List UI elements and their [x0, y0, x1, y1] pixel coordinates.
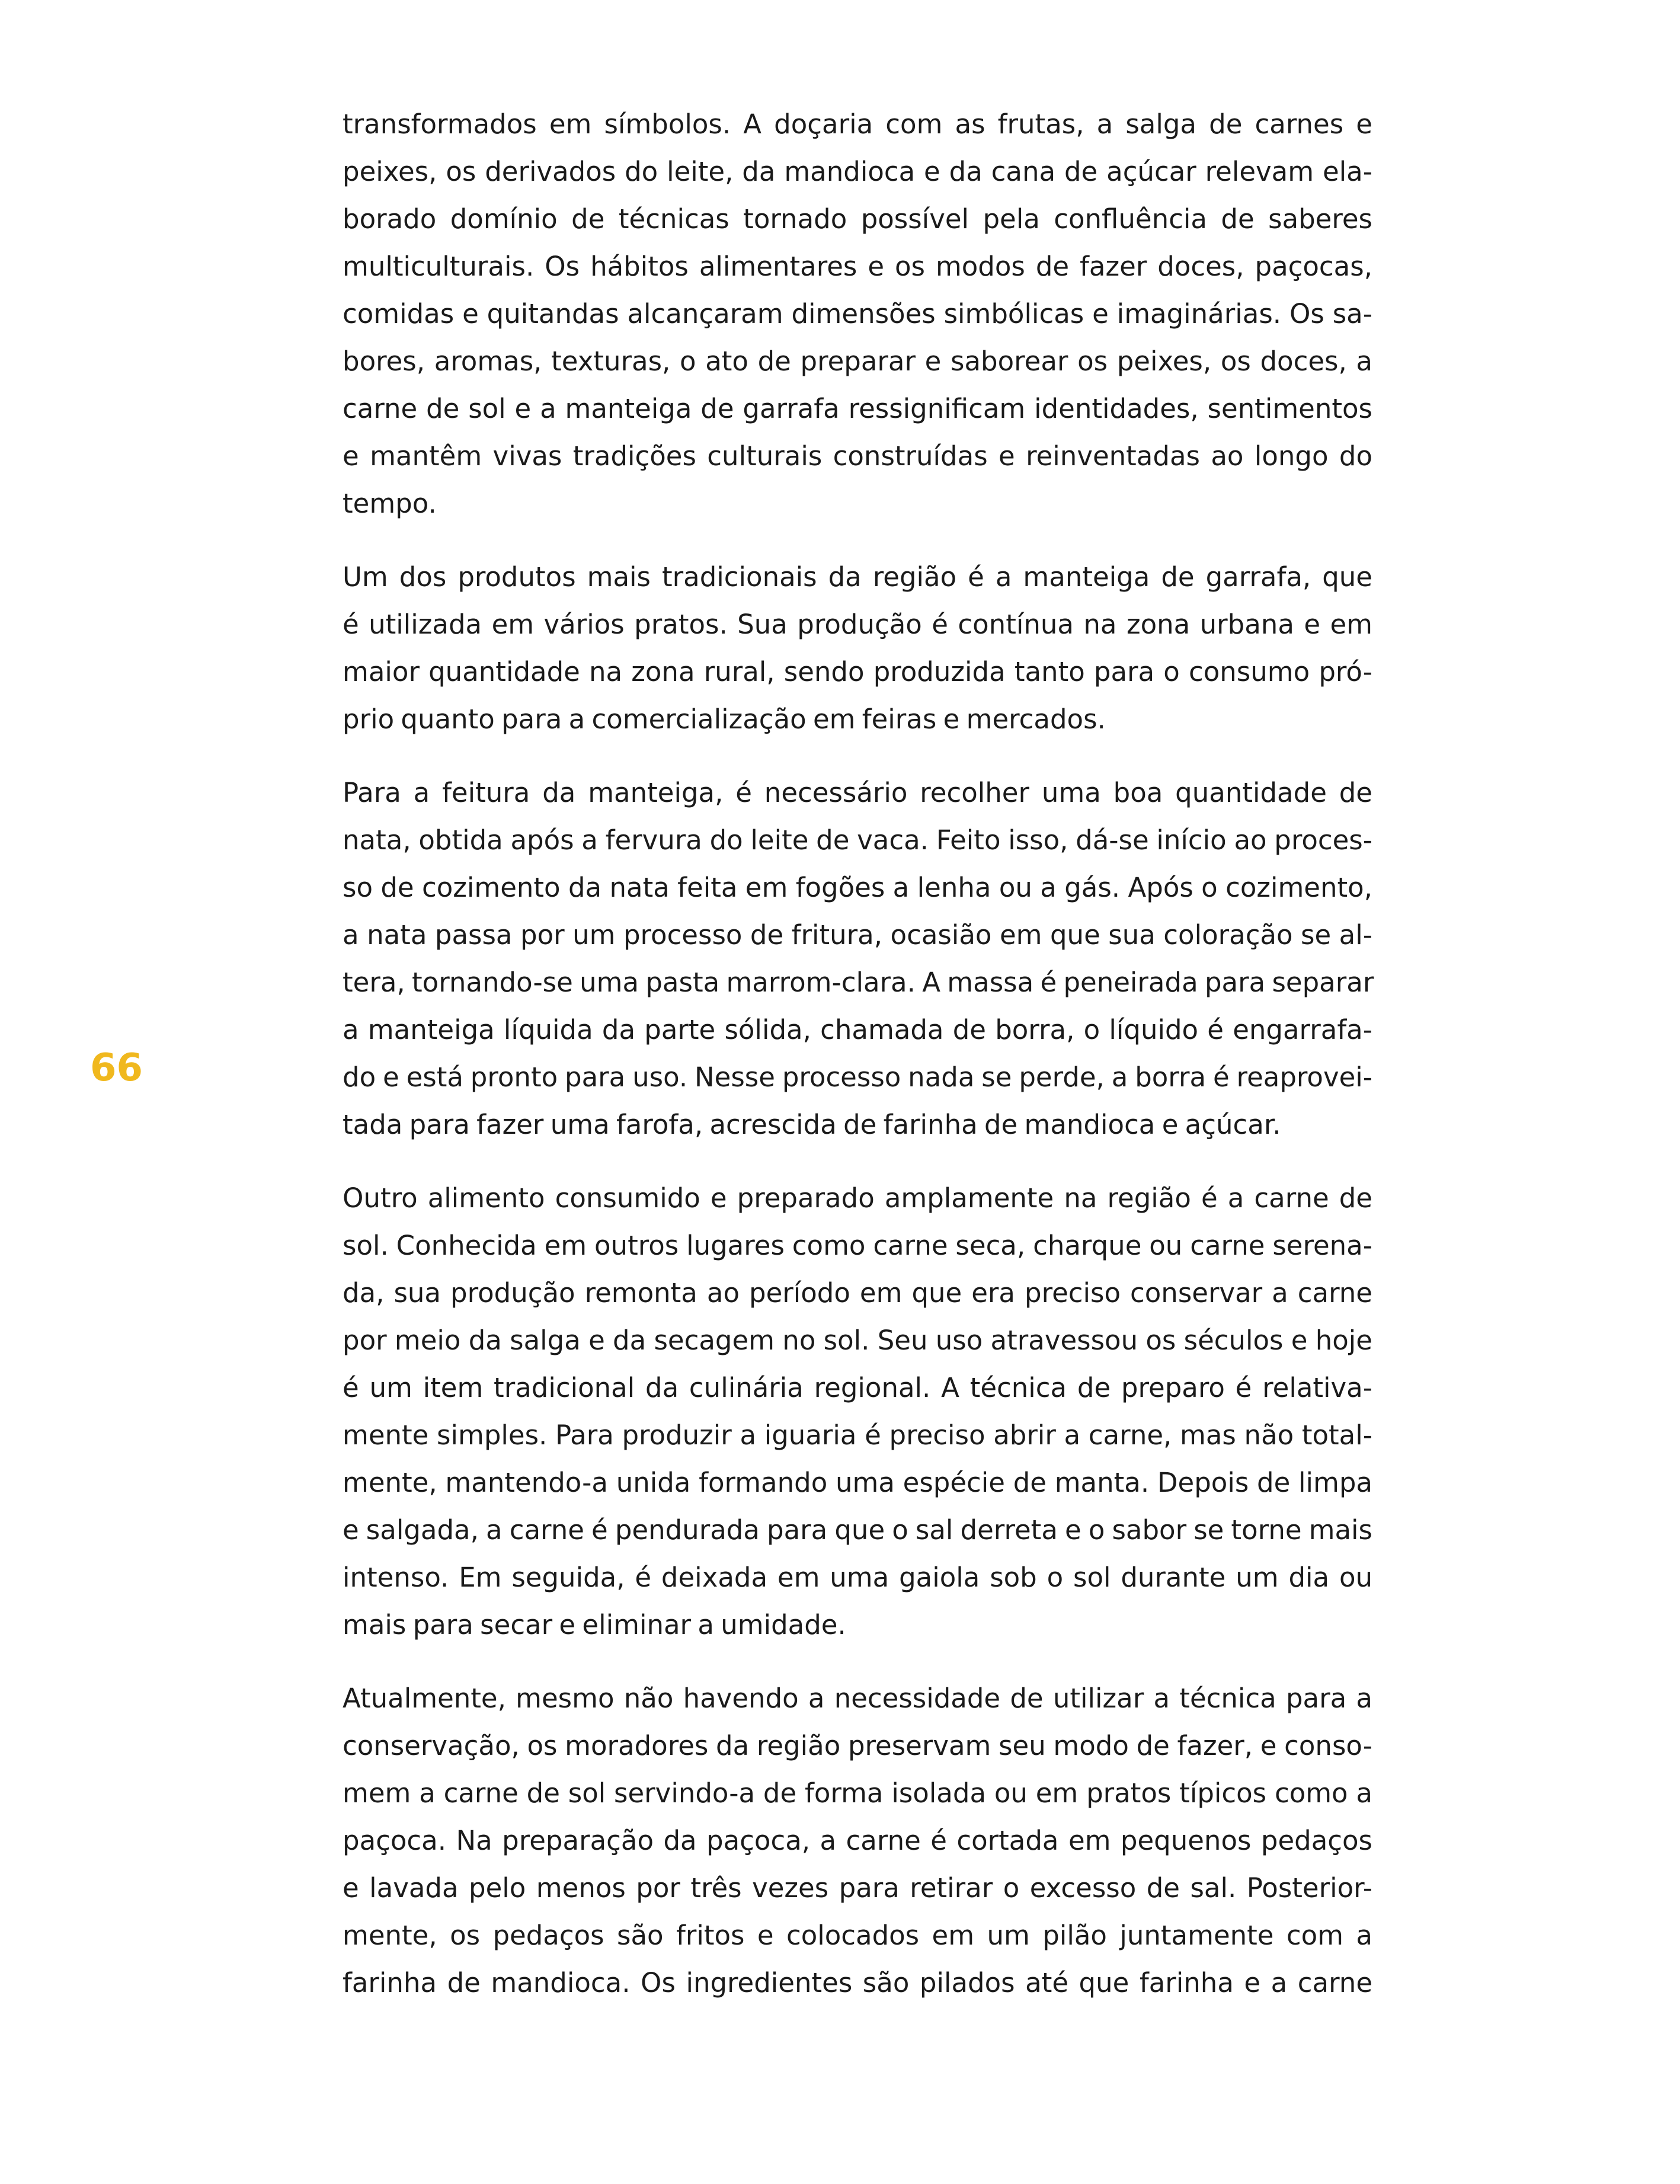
text-line: e mantêm vivas tradições culturais construídas e reinventadas ao longo do	[343, 440, 1372, 472]
text-line: mem a carne de sol servindo-a de forma isolada ou em pratos típicos como a	[343, 1777, 1372, 1809]
text-line: borado domínio de técnicas tornado possível pela confluência de saberes	[343, 203, 1372, 235]
text-line: Um dos produtos mais tradicionais da região é a manteiga de garrafa, que	[343, 561, 1372, 593]
paragraph	[343, 769, 1372, 1149]
paragraph	[343, 1175, 1372, 1649]
text-line: mente, os pedaços são fritos e colocados em um pilão juntamente com a	[343, 1920, 1372, 1951]
text-line: conservação, os moradores da região preservam seu modo de fazer, e conso-	[343, 1730, 1372, 1761]
text-line: paçoca. Na preparação da paçoca, a carne é cortada em pequenos pedaços	[343, 1825, 1372, 1856]
text-line: intenso. Em seguida, é deixada em uma gaiola sob o sol durante um dia ou	[343, 1562, 1372, 1593]
paragraph	[343, 1675, 1372, 2007]
text-line: bores, aromas, texturas, o ato de preparar e saborear os peixes, os doces, a	[343, 346, 1372, 377]
text-line: é utilizada em vários pratos. Sua produção é contínua na zona urbana e em	[343, 609, 1372, 640]
text-line: tada para fazer uma farofa, acrescida de farinha de mandioca e açúcar.	[343, 1109, 1281, 1140]
text-line: multiculturais. Os hábitos alimentares e os modos de fazer doces, paçocas,	[343, 251, 1372, 282]
text-line: farinha de mandioca. Os ingredientes são pilados até que farinha e a carne	[343, 1967, 1372, 1998]
text-line: maior quantidade na zona rural, sendo produzida tanto para o consumo pró-	[343, 656, 1372, 688]
text-line: por meio da salga e da secagem no sol. Seu uso atravessou os séculos e hoje	[343, 1325, 1372, 1356]
text-line: da, sua produção remonta ao período em que era preciso conservar a carne	[343, 1277, 1372, 1309]
text-line: transformados em símbolos. A doçaria com as frutas, a salga de carnes e	[343, 108, 1372, 140]
text-line: carne de sol e a manteiga de garrafa ressignificam identidades, sentimentos	[343, 393, 1372, 424]
text-line: é um item tradicional da culinária regional. A técnica de preparo é relativa-	[343, 1372, 1372, 1403]
text-column	[343, 101, 1372, 2033]
text-line: do e está pronto para uso. Nesse processo nada se perde, a borra é reaprovei-	[343, 1061, 1372, 1093]
text-line: e salgada, a carne é pendurada para que o sal derreta e o sabor se torne mais	[343, 1514, 1372, 1546]
text-line: tera, tornando-se uma pasta marrom-clara. A massa é peneirada para separar	[343, 967, 1374, 998]
text-line: comidas e quitandas alcançaram dimensões simbólicas e imaginárias. Os sa-	[343, 298, 1372, 330]
text-line: mente simples. Para produzir a iguaria é preciso abrir a carne, mas não total-	[343, 1419, 1372, 1451]
text-line: Outro alimento consumido e preparado amplamente na região é a carne de	[343, 1182, 1372, 1214]
text-line: mais para secar e eliminar a umidade.	[343, 1609, 846, 1641]
text-line: nata, obtida após a fervura do leite de vaca. Feito isso, dá-se início ao proces-	[343, 824, 1372, 856]
text-line: a manteiga líquida da parte sólida, chamada de borra, o líquido é engarrafa-	[343, 1014, 1372, 1045]
paragraph	[343, 101, 1372, 527]
text-line: mente, mantendo-a unida formando uma espécie de manta. Depois de limpa	[343, 1467, 1372, 1498]
text-line: tempo.	[343, 488, 437, 519]
text-line: so de cozimento da nata feita em fogões a lenha ou a gás. Após o cozimento,	[343, 872, 1372, 903]
text-line: a nata passa por um processo de fritura, ocasião em que sua coloração se al-	[343, 919, 1372, 951]
paragraph	[343, 554, 1372, 743]
text-line: sol. Conhecida em outros lugares como carne seca, charque ou carne serena-	[343, 1230, 1372, 1261]
text-line: peixes, os derivados do leite, da mandioca e da cana de açúcar relevam ela-	[343, 156, 1372, 187]
text-line: Atualmente, mesmo não havendo a necessidade de utilizar a técnica para a	[343, 1683, 1372, 1714]
text-line: prio quanto para a comercialização em feiras e mercados.	[343, 704, 1106, 735]
page-number: 66	[90, 1046, 143, 1090]
text-line: e lavada pelo menos por três vezes para retirar o excesso de sal. Posterior-	[343, 1872, 1372, 1904]
text-line: Para a feitura da manteiga, é necessário recolher uma boa quantidade de	[343, 777, 1372, 808]
